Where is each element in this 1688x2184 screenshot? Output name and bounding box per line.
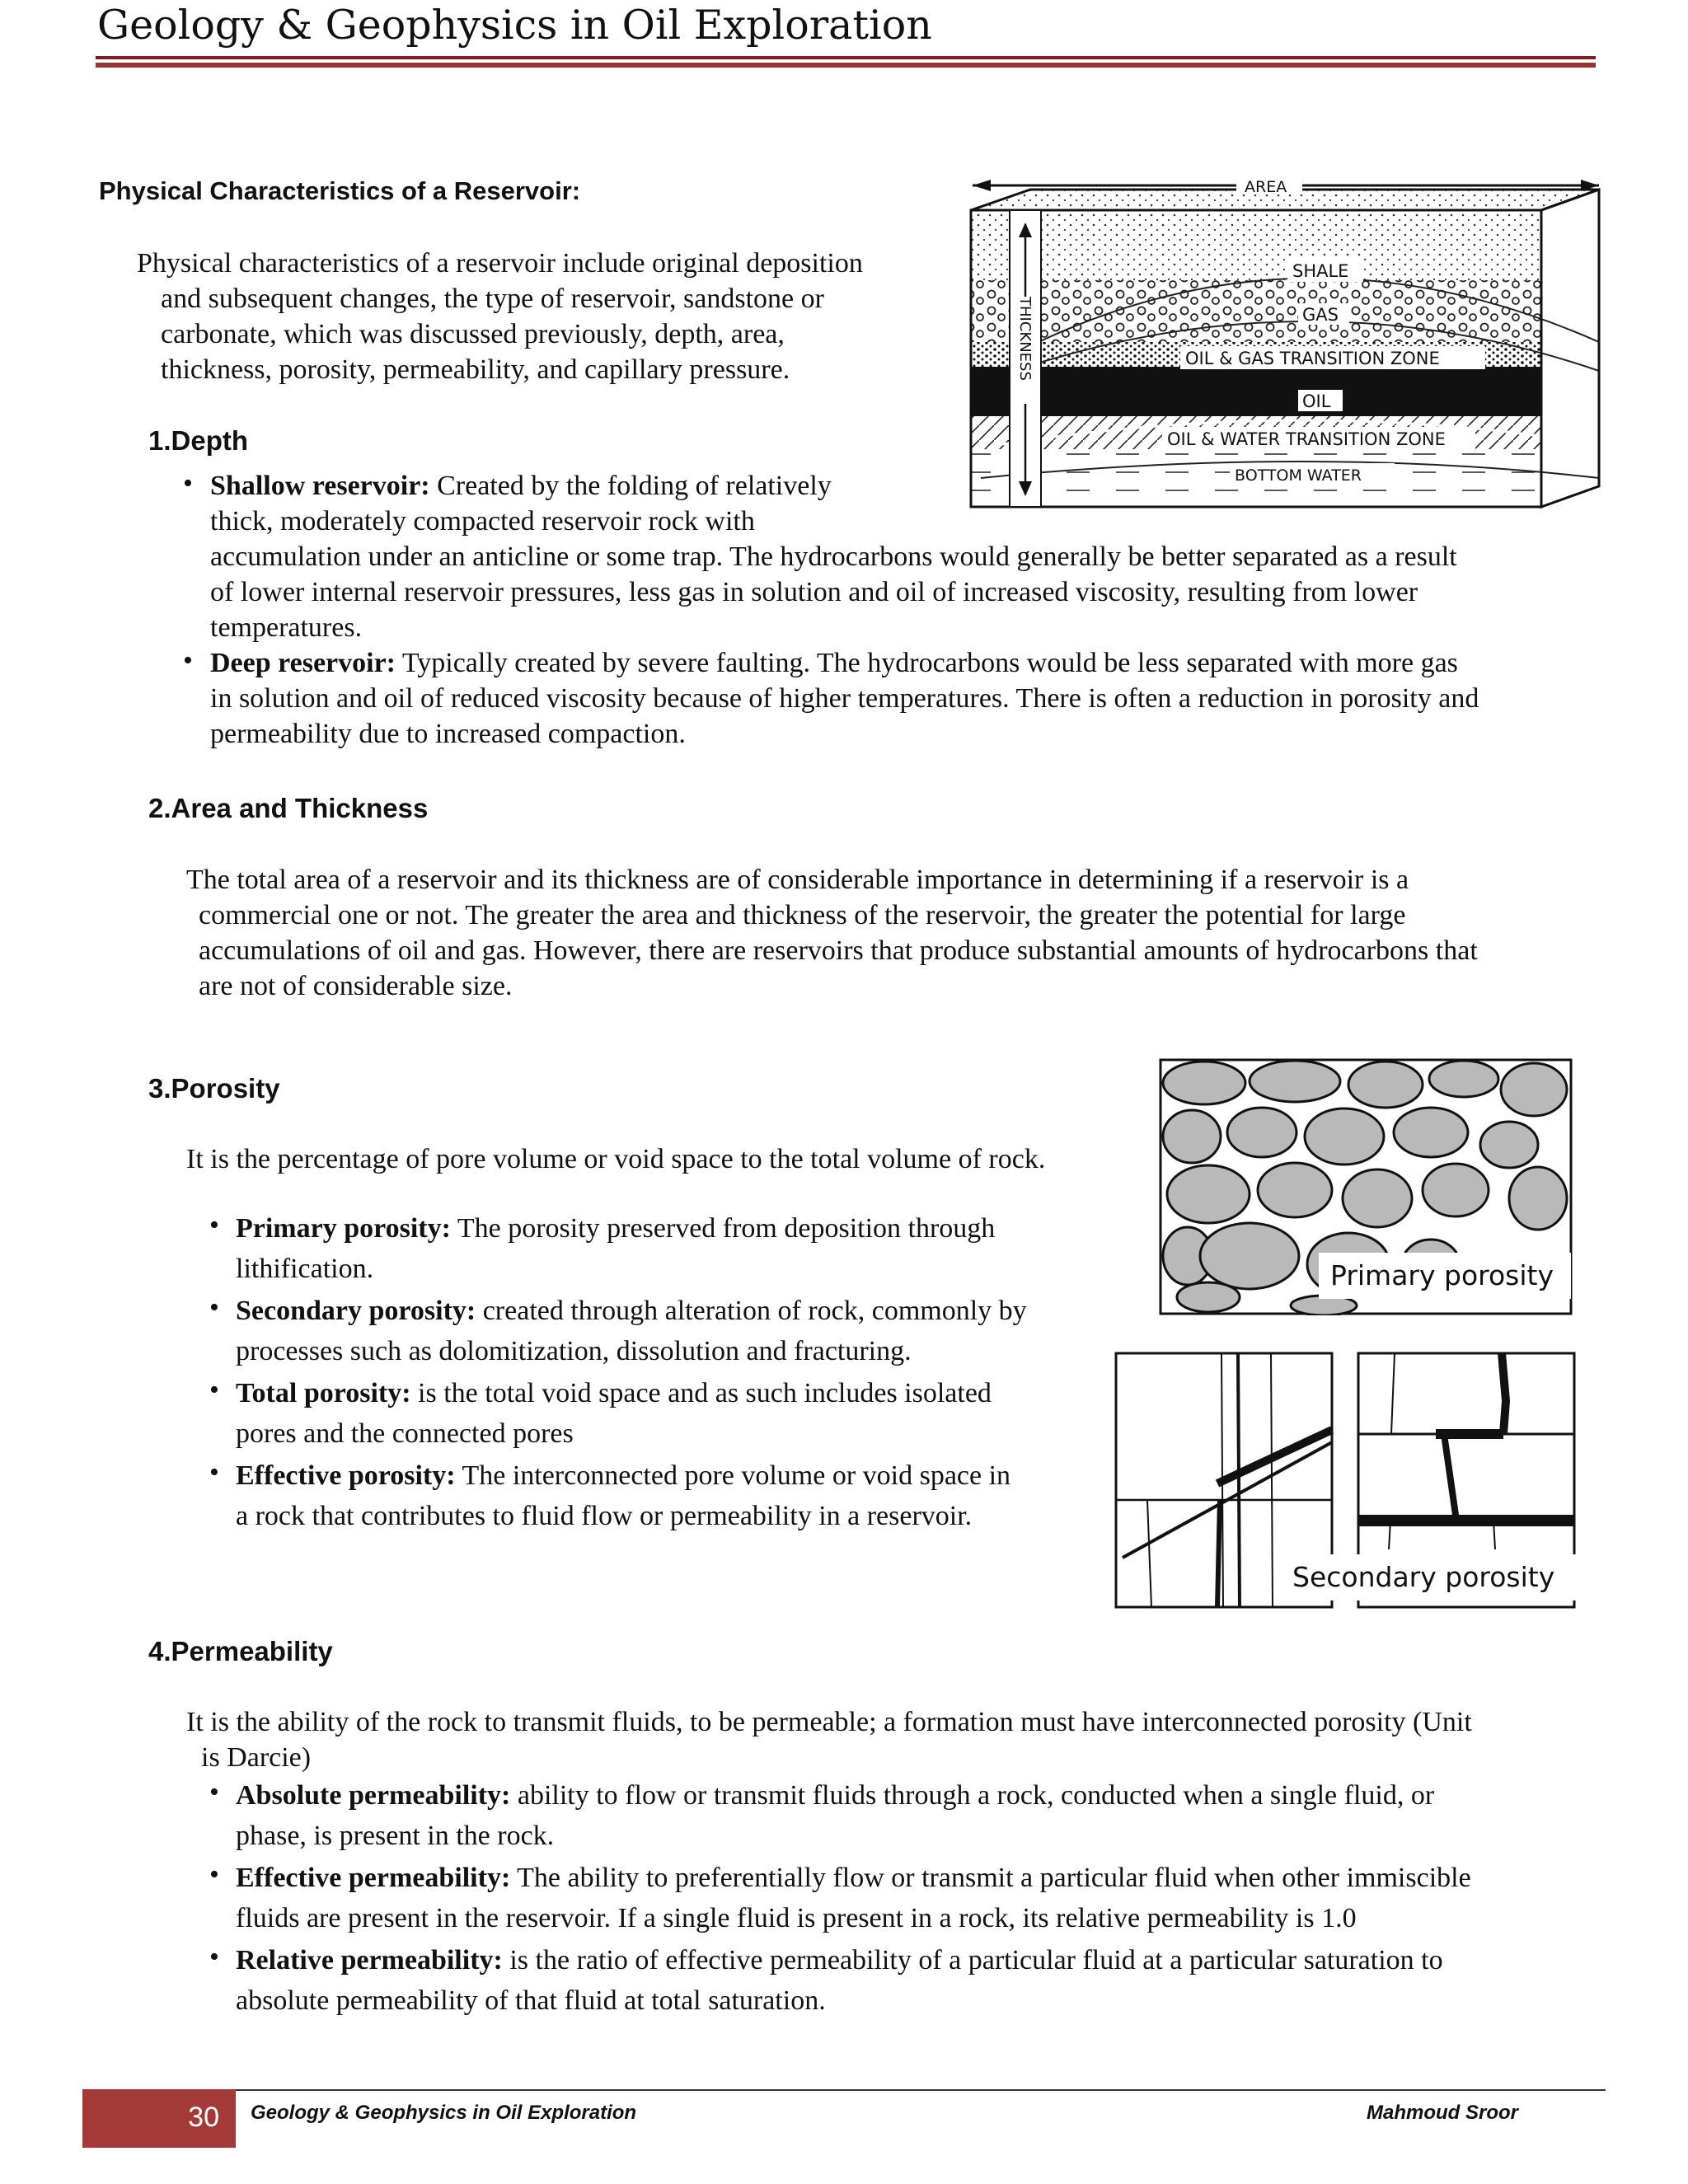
effective-permeability-line-2: fluids are present in the reservoir. If a single fluid is present in a rock, its relative permeability is 1.0	[236, 1903, 1357, 1933]
area-line-3: accumulations of oil and gas. However, there are reservoirs that produce substantial amounts of hydrocarbons that	[199, 935, 1478, 966]
shallow-reservoir-line-3: accumulation under an anticline or some trap. The hydrocarbons would generally be better separated as a result	[210, 541, 1457, 572]
permeability-heading: 4.Permeability	[148, 1636, 333, 1666]
relative-permeability-line-1: Relative permeability: is the ratio of effective permeability of a particular fluid at a particular saturation to	[236, 1945, 1443, 1975]
absolute-permeability-line-1: Absolute permeability: ability to flow or transmit fluids through a rock, conducted when a single fluid, or	[236, 1780, 1435, 1811]
bullet: •	[183, 468, 193, 499]
bullet: •	[209, 1292, 219, 1323]
area-line-1: The total area of a reservoir and its thickness are of considerable importance in determining if a reservoir is a	[186, 865, 1409, 895]
deep-reservoir-line-1: Deep reservoir: Typically created by severe faulting. The hydrocarbons would be less separated with more gas	[210, 648, 1458, 678]
area-label: AREA	[1245, 178, 1287, 196]
deep-reservoir-line-3: permeability due to increased compaction.	[210, 719, 686, 749]
depth-heading: 1.Depth	[148, 425, 249, 456]
area-heading: 2.Area and Thickness	[148, 793, 429, 823]
shallow-reservoir-line-1: Shallow reservoir: Created by the folding of relatively	[210, 471, 832, 501]
bullet: •	[209, 1457, 219, 1488]
footer-author: Mahmoud Sroor	[1367, 2102, 1518, 2124]
absolute-permeability-line-2: phase, is present in the rock.	[236, 1821, 555, 1851]
reservoir-cross-section-figure	[964, 173, 1607, 527]
bullet: •	[209, 1210, 219, 1240]
shallow-reservoir-line-4: of lower internal reservoir pressures, less gas in solution and oil of increased viscosity, resulting from lower	[210, 577, 1418, 607]
primary-porosity-caption: Primary porosity	[1319, 1253, 1571, 1299]
primary-porosity-line-1: Primary porosity: The porosity preserved from deposition through	[236, 1213, 996, 1244]
porosity-definition: It is the percentage of pore volume or void space to the total volume of rock.	[186, 1144, 1046, 1174]
secondary-porosity-line-2: processes such as dolomitization, dissolution and fracturing.	[236, 1336, 912, 1366]
area-line-4: are not of considerable size.	[199, 971, 513, 1001]
section-heading-main: Physical Characteristics of a Reservoir:	[99, 176, 581, 205]
page-number: 30	[188, 2102, 219, 2133]
header-rule	[96, 56, 1596, 59]
primary-porosity-line-2: lithification.	[236, 1254, 374, 1284]
effective-permeability-line-1: Effective permeability: The ability to preferentially flow or transmit a particular fluid when other immiscible	[236, 1863, 1471, 1893]
shallow-reservoir-line-2: thick, moderately compacted reservoir rock with	[210, 506, 755, 537]
intro-line-1: Physical characteristics of a reservoir include original deposition	[137, 248, 863, 279]
header-rule-thick	[96, 63, 1596, 68]
shale-label: SHALE	[1292, 261, 1349, 281]
secondary-porosity-caption: Secondary porosity	[1281, 1554, 1579, 1601]
secondary-porosity-line-1: Secondary porosity: created through alteration of rock, commonly by	[236, 1296, 1027, 1326]
oil-label: OIL	[1302, 391, 1331, 411]
deep-reservoir-line-2: in solution and oil of reduced viscosity because of higher temperatures. There is often a reduction in porosity and	[210, 683, 1479, 714]
bullet: •	[209, 1375, 219, 1405]
footer-title: Geology & Geophysics in Oil Exploration	[251, 2102, 637, 2124]
intro-line-2: and subsequent changes, the type of reservoir, sandstone or	[161, 284, 824, 314]
intro-line-3: carbonate, which was discussed previously, depth, area,	[161, 319, 785, 349]
footer-rule	[236, 2089, 1606, 2091]
permeability-def-line-1: It is the ability of the rock to transmit fluids, to be permeable; a formation must have interconnected porosity (Unit	[186, 1707, 1472, 1737]
permeability-def-line-2: is Darcie)	[201, 1742, 312, 1773]
porosity-heading: 3.Porosity	[148, 1073, 280, 1104]
effective-porosity-line-2: a rock that contributes to fluid flow or permeability in a reservoir.	[236, 1501, 973, 1531]
bullet: •	[209, 1777, 219, 1807]
bottom-water-label: BOTTOM WATER	[1235, 466, 1362, 485]
total-porosity-line-1: Total porosity: is the total void space and as such includes isolated	[236, 1378, 992, 1408]
effective-porosity-line-1: Effective porosity: The interconnected pore volume or void space in	[236, 1460, 1011, 1491]
intro-line-4: thickness, porosity, permeability, and capillary pressure.	[161, 354, 790, 385]
total-porosity-line-2: pores and the connected pores	[236, 1418, 574, 1449]
relative-permeability-line-2: absolute permeability of that fluid at total saturation.	[236, 1985, 826, 2016]
page-header-title: Geology & Geophysics in Oil Exploration	[97, 2, 932, 49]
thickness-label: THICKNESS	[1016, 297, 1034, 381]
bullet: •	[209, 1942, 219, 1972]
area-line-2: commercial one or not. The greater the area and thickness of the reservoir, the greater the potential for large	[199, 900, 1406, 930]
bullet: •	[209, 1859, 219, 1890]
gas-label: GAS	[1302, 305, 1339, 325]
bullet: •	[183, 645, 193, 676]
oil-water-zone-label: OIL & WATER TRANSITION ZONE	[1167, 429, 1446, 449]
shallow-reservoir-line-5: temperatures.	[210, 612, 363, 643]
oil-gas-zone-label: OIL & GAS TRANSITION ZONE	[1185, 349, 1440, 368]
